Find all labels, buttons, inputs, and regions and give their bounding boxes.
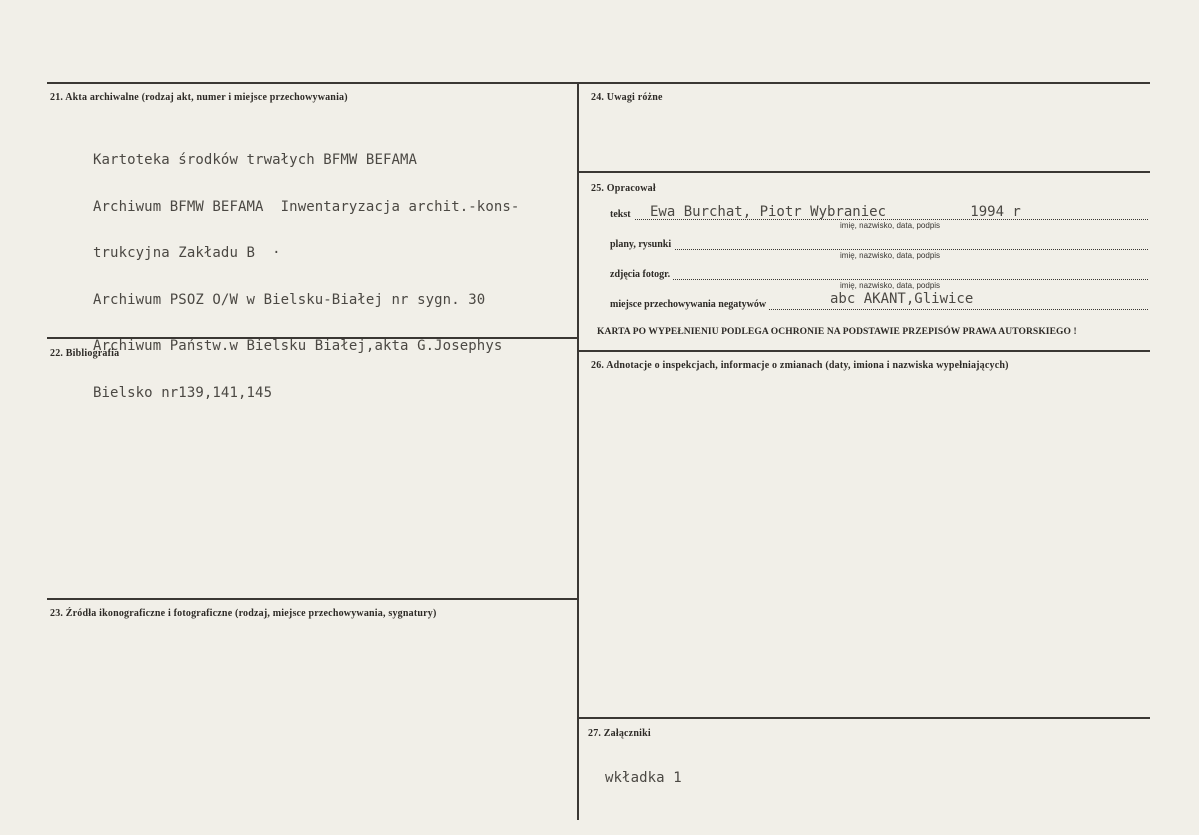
section-23-title: 23. Źródła ikonograficzne i fotograficzne	[50, 608, 233, 619]
rule-26-27	[578, 717, 1150, 719]
section-21-line: Archiwum Państw.w Bielsku Białej,akta G.Josephys	[93, 338, 503, 354]
section-21-line: trukcyjna Zakładu B ·	[93, 245, 281, 261]
field-negatywy-label: miejsce przechowywania negatywów	[610, 299, 769, 310]
section-21-title: 21. Akta archiwalne	[50, 92, 139, 103]
field-plany-hint: imię, nazwisko, data, podpis	[840, 251, 941, 260]
center-divider	[577, 82, 579, 820]
section-21-line: Kartoteka środków trwałych BFMW BEFAMA	[93, 152, 418, 168]
section-26-title: 26. Adnotacje o inspekcjach, informacje o zmianach	[591, 360, 823, 371]
field-zdjecia-label: zdjęcia fotogr.	[610, 269, 673, 280]
section-23-label	[50, 608, 436, 619]
section-26-subtitle: (daty, imiona i nazwiska wypełniających)	[825, 360, 1009, 371]
top-rule	[47, 82, 1150, 84]
section-21-content	[93, 122, 519, 432]
field-tekst-hint: imię, nazwisko, data, podpis	[840, 221, 941, 230]
field-tekst	[610, 204, 1148, 230]
section-27-value: wkładka 1	[605, 770, 682, 786]
field-plany	[610, 236, 1148, 260]
section-24-label: 24. Uwagi różne	[591, 92, 663, 103]
rule-24-25	[578, 171, 1150, 173]
section-21-line: Archiwum BFMW BEFAMA Inwentaryzacja archit.-kons-	[93, 198, 520, 215]
section-26-label	[591, 360, 1009, 371]
field-negatywy	[610, 291, 1148, 312]
section-27-label: 27. Załączniki	[588, 728, 651, 739]
field-zdjecia	[610, 266, 1148, 290]
field-zdjecia-dots	[610, 279, 1148, 280]
field-negatywy-value: abc AKANT,Gliwice	[830, 291, 974, 307]
rule-25-26	[578, 350, 1150, 352]
section-23-subtitle: (rodzaj, miejsce przechowywania, sygnatury)	[235, 608, 437, 619]
section-22-label: 22. Bibliografia	[50, 348, 120, 359]
field-plany-label: plany, rysunki	[610, 239, 674, 250]
field-tekst-value: Ewa Burchat, Piotr Wybraniec 1994 r	[650, 204, 1021, 220]
section-21-label	[50, 92, 348, 103]
section-21-subtitle: (rodzaj akt, numer i miejsce przechowywania)	[141, 92, 348, 103]
section-25-label: 25. Opracował	[591, 183, 656, 194]
section-21-line: Archiwum PSOZ O/W w Bielsku-Białej nr sygn. 30	[93, 291, 486, 308]
field-zdjecia-hint: imię, nazwisko, data, podpis	[840, 281, 941, 290]
rule-22-23	[47, 598, 578, 600]
section-21-line: Bielsko nr139,141,145	[93, 384, 273, 401]
copyright-notice: KARTA PO WYPEŁNIENIU PODLEGA OCHRONIE NA PODSTAWIE PRZEPISÓW PRAWA AUTORSKIEGO !	[597, 327, 1077, 337]
field-tekst-label: tekst	[610, 209, 634, 220]
field-plany-dots	[610, 249, 1148, 250]
